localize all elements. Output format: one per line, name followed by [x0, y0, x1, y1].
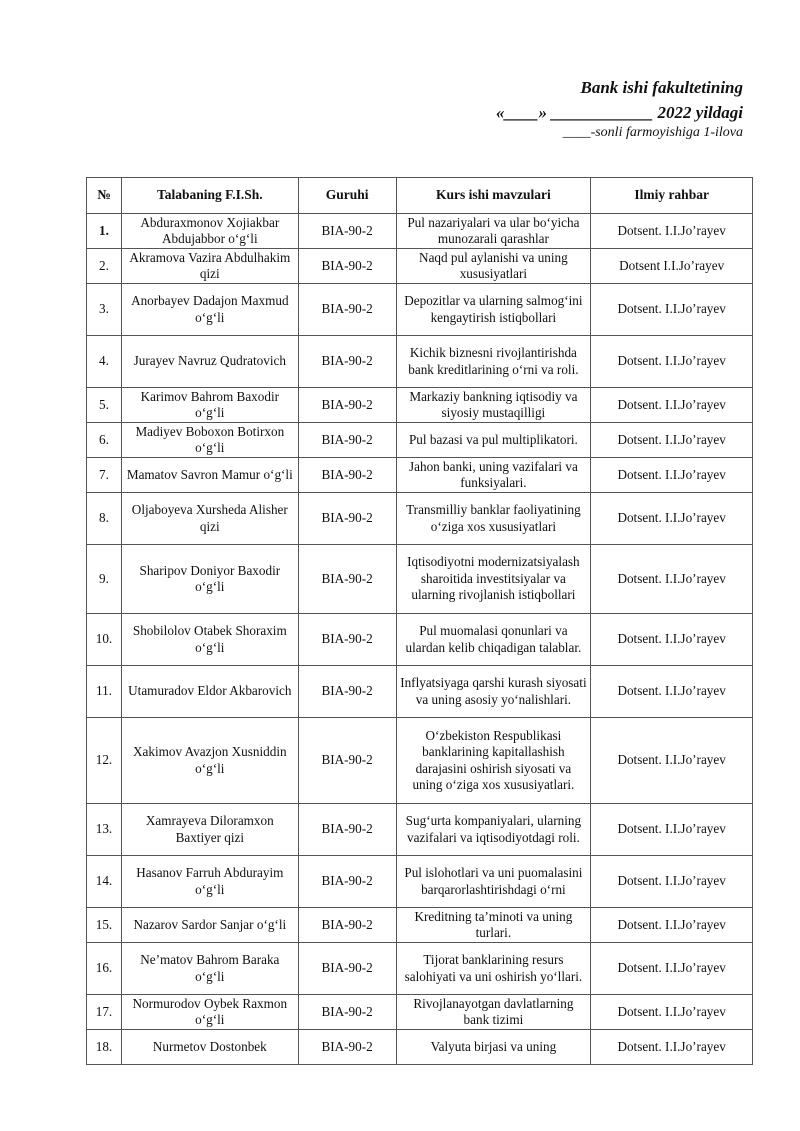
course-topic: Rivojlanayotgan davlatlarning bank tizimi: [396, 995, 591, 1030]
row-number: 8.: [87, 493, 122, 545]
table-row: [87, 1030, 753, 1065]
group: BIA-90-2: [298, 804, 396, 856]
student-name: Anorbayev Dadajon Maxmud o‘g‘li: [121, 284, 298, 336]
student-name: Nazarov Sardor Sanjar o‘g‘li: [121, 908, 298, 943]
student-name: Utamuradov Eldor Akbarovich: [121, 666, 298, 718]
row-number: 5.: [87, 388, 122, 423]
group: BIA-90-2: [298, 249, 396, 284]
supervisor: Dotsent I.I.Jo’rayev: [591, 249, 753, 284]
course-topic: Sug‘urta kompaniyalari, ularning vazifalari va iqtisodiyotdagi roli.: [396, 804, 591, 856]
course-topic: Inflyatsiyaga qarshi kurash siyosati va uning asosiy yo‘nalishlari.: [396, 666, 591, 718]
row-number: 13.: [87, 804, 122, 856]
table-row: [87, 995, 753, 1030]
student-name: Akramova Vazira Abdulhakim qizi: [121, 249, 298, 284]
course-topic: Depozitlar va ularning salmog‘ini kengaytirish istiqbollari: [396, 284, 591, 336]
table-row: [87, 718, 753, 804]
table-row: [87, 493, 753, 545]
student-name: Hasanov Farruh Abdurayim o‘g‘li: [121, 856, 298, 908]
student-name: Normurodov Oybek Raxmon o‘g‘li: [121, 995, 298, 1030]
table-row: [87, 943, 753, 995]
course-topic: Kichik biznesni rivojlantirishda bank kreditlarining o‘rni va roli.: [396, 336, 591, 388]
col-group-header: Guruhi: [298, 178, 396, 214]
group: BIA-90-2: [298, 666, 396, 718]
supervisor: Dotsent. I.I.Jo’rayev: [591, 388, 753, 423]
course-topic: Jahon banki, uning vazifalari va funksiyalari.: [396, 458, 591, 493]
course-topic: Kreditning ta’minoti va uning turlari.: [396, 908, 591, 943]
supervisor: Dotsent. I.I.Jo’rayev: [591, 336, 753, 388]
row-number: 17.: [87, 995, 122, 1030]
supervisor: Dotsent. I.I.Jo’rayev: [591, 908, 753, 943]
faculty-title: Bank ishi fakultetining: [580, 78, 743, 97]
table-row: [87, 423, 753, 458]
student-name: Ne’matov Bahrom Baraka o‘g‘li: [121, 943, 298, 995]
order-date-line: «____» ____________ 2022 yildagi: [496, 103, 743, 122]
group: BIA-90-2: [298, 545, 396, 614]
student-name: Madiyev Boboxon Botirxon o‘g‘li: [121, 423, 298, 458]
table-row: [87, 458, 753, 493]
table-row: [87, 214, 753, 249]
group: BIA-90-2: [298, 856, 396, 908]
table-row: [87, 614, 753, 666]
supervisor: Dotsent. I.I.Jo’rayev: [591, 214, 753, 249]
course-topics-table: [86, 177, 753, 1065]
group: BIA-90-2: [298, 943, 396, 995]
row-number: 15.: [87, 908, 122, 943]
document-header: [496, 78, 743, 142]
student-name: Shobilolov Otabek Shoraxim o‘g‘li: [121, 614, 298, 666]
supervisor: Dotsent. I.I.Jo’rayev: [591, 718, 753, 804]
supervisor: Dotsent. I.I.Jo’rayev: [591, 614, 753, 666]
supervisor: Dotsent. I.I.Jo’rayev: [591, 995, 753, 1030]
row-number: 4.: [87, 336, 122, 388]
row-number: 6.: [87, 423, 122, 458]
student-name: Xakimov Avazjon Xusniddin o‘g‘li: [121, 718, 298, 804]
row-number: 18.: [87, 1030, 122, 1065]
group: BIA-90-2: [298, 1030, 396, 1065]
group: BIA-90-2: [298, 388, 396, 423]
row-number: 3.: [87, 284, 122, 336]
group: BIA-90-2: [298, 995, 396, 1030]
group: BIA-90-2: [298, 458, 396, 493]
col-student-header: Talabaning F.I.Sh.: [121, 178, 298, 214]
student-name: Sharipov Doniyor Baxodir o‘g‘li: [121, 545, 298, 614]
table-header-row: [87, 178, 753, 214]
table-row: [87, 545, 753, 614]
group: BIA-90-2: [298, 336, 396, 388]
course-topic: O‘zbekiston Respublikasi banklarining kapitallashish darajasini oshirish siyosati va uning o‘ziga xos xususiyatlari.: [396, 718, 591, 804]
group: BIA-90-2: [298, 423, 396, 458]
student-name: Xamrayeva Diloramxon Baxtiyer qizi: [121, 804, 298, 856]
course-topic: Valyuta birjasi va uning: [396, 1030, 591, 1065]
course-topic: Pul muomalasi qonunlari va ulardan kelib chiqadigan talablar.: [396, 614, 591, 666]
col-supervisor-header: Ilmiy rahbar: [591, 178, 753, 214]
supervisor: Dotsent. I.I.Jo’rayev: [591, 458, 753, 493]
group: BIA-90-2: [298, 718, 396, 804]
row-number: 14.: [87, 856, 122, 908]
supervisor: Dotsent. I.I.Jo’rayev: [591, 1030, 753, 1065]
supervisor: Dotsent. I.I.Jo’rayev: [591, 666, 753, 718]
supervisor: Dotsent. I.I.Jo’rayev: [591, 423, 753, 458]
table-row: [87, 856, 753, 908]
course-topic: Markaziy bankning iqtisodiy va siyosiy mustaqilligi: [396, 388, 591, 423]
student-name: Karimov Bahrom Baxodir o‘g‘li: [121, 388, 298, 423]
row-number: 11.: [87, 666, 122, 718]
table-row: [87, 388, 753, 423]
student-name: Jurayev Navruz Qudratovich: [121, 336, 298, 388]
student-name: Oljaboyeva Xursheda Alisher qizi: [121, 493, 298, 545]
row-number: 9.: [87, 545, 122, 614]
row-number: 7.: [87, 458, 122, 493]
course-topic: Tijorat banklarining resurs salohiyati va uni oshirish yo‘llari.: [396, 943, 591, 995]
supervisor: Dotsent. I.I.Jo’rayev: [591, 804, 753, 856]
group: BIA-90-2: [298, 908, 396, 943]
table-row: [87, 249, 753, 284]
supervisor: Dotsent. I.I.Jo’rayev: [591, 856, 753, 908]
supervisor: Dotsent. I.I.Jo’rayev: [591, 284, 753, 336]
group: BIA-90-2: [298, 614, 396, 666]
table-body: [87, 214, 753, 1065]
table-row: [87, 666, 753, 718]
course-topic: Naqd pul aylanishi va uning xususiyatlari: [396, 249, 591, 284]
course-topic: Pul bazasi va pul multiplikatori.: [396, 423, 591, 458]
appendix-line: ____-sonli farmoyishiga 1-ilova: [562, 125, 743, 140]
row-number: 16.: [87, 943, 122, 995]
row-number: 10.: [87, 614, 122, 666]
table-row: [87, 908, 753, 943]
course-topic: Pul nazariyalari va ular bo‘yicha munozarali qarashlar: [396, 214, 591, 249]
course-topic: Pul islohotlari va uni puomalasini barqarorlashtirishdagi o‘rni: [396, 856, 591, 908]
student-name: Mamatov Savron Mamur o‘g‘li: [121, 458, 298, 493]
group: BIA-90-2: [298, 214, 396, 249]
table-row: [87, 284, 753, 336]
group: BIA-90-2: [298, 284, 396, 336]
course-topic: Transmilliy banklar faoliyatining o‘ziga xos xususiyatlari: [396, 493, 591, 545]
col-topic-header: Kurs ishi mavzulari: [396, 178, 591, 214]
group: BIA-90-2: [298, 493, 396, 545]
row-number: 1.: [87, 214, 122, 249]
student-name: Nurmetov Dostonbek: [121, 1030, 298, 1065]
table-row: [87, 804, 753, 856]
row-number: 12.: [87, 718, 122, 804]
row-number: 2.: [87, 249, 122, 284]
supervisor: Dotsent. I.I.Jo’rayev: [591, 493, 753, 545]
supervisor: Dotsent. I.I.Jo’rayev: [591, 943, 753, 995]
student-name: Abduraxmonov Xojiakbar Abdujabbor o‘g‘li: [121, 214, 298, 249]
supervisor: Dotsent. I.I.Jo’rayev: [591, 545, 753, 614]
course-topic: Iqtisodiyotni modernizatsiyalash sharoitida investitsiyalar va ularning rivojlanish istiqbollari: [396, 545, 591, 614]
table-row: [87, 336, 753, 388]
col-number-header: №: [87, 178, 122, 214]
